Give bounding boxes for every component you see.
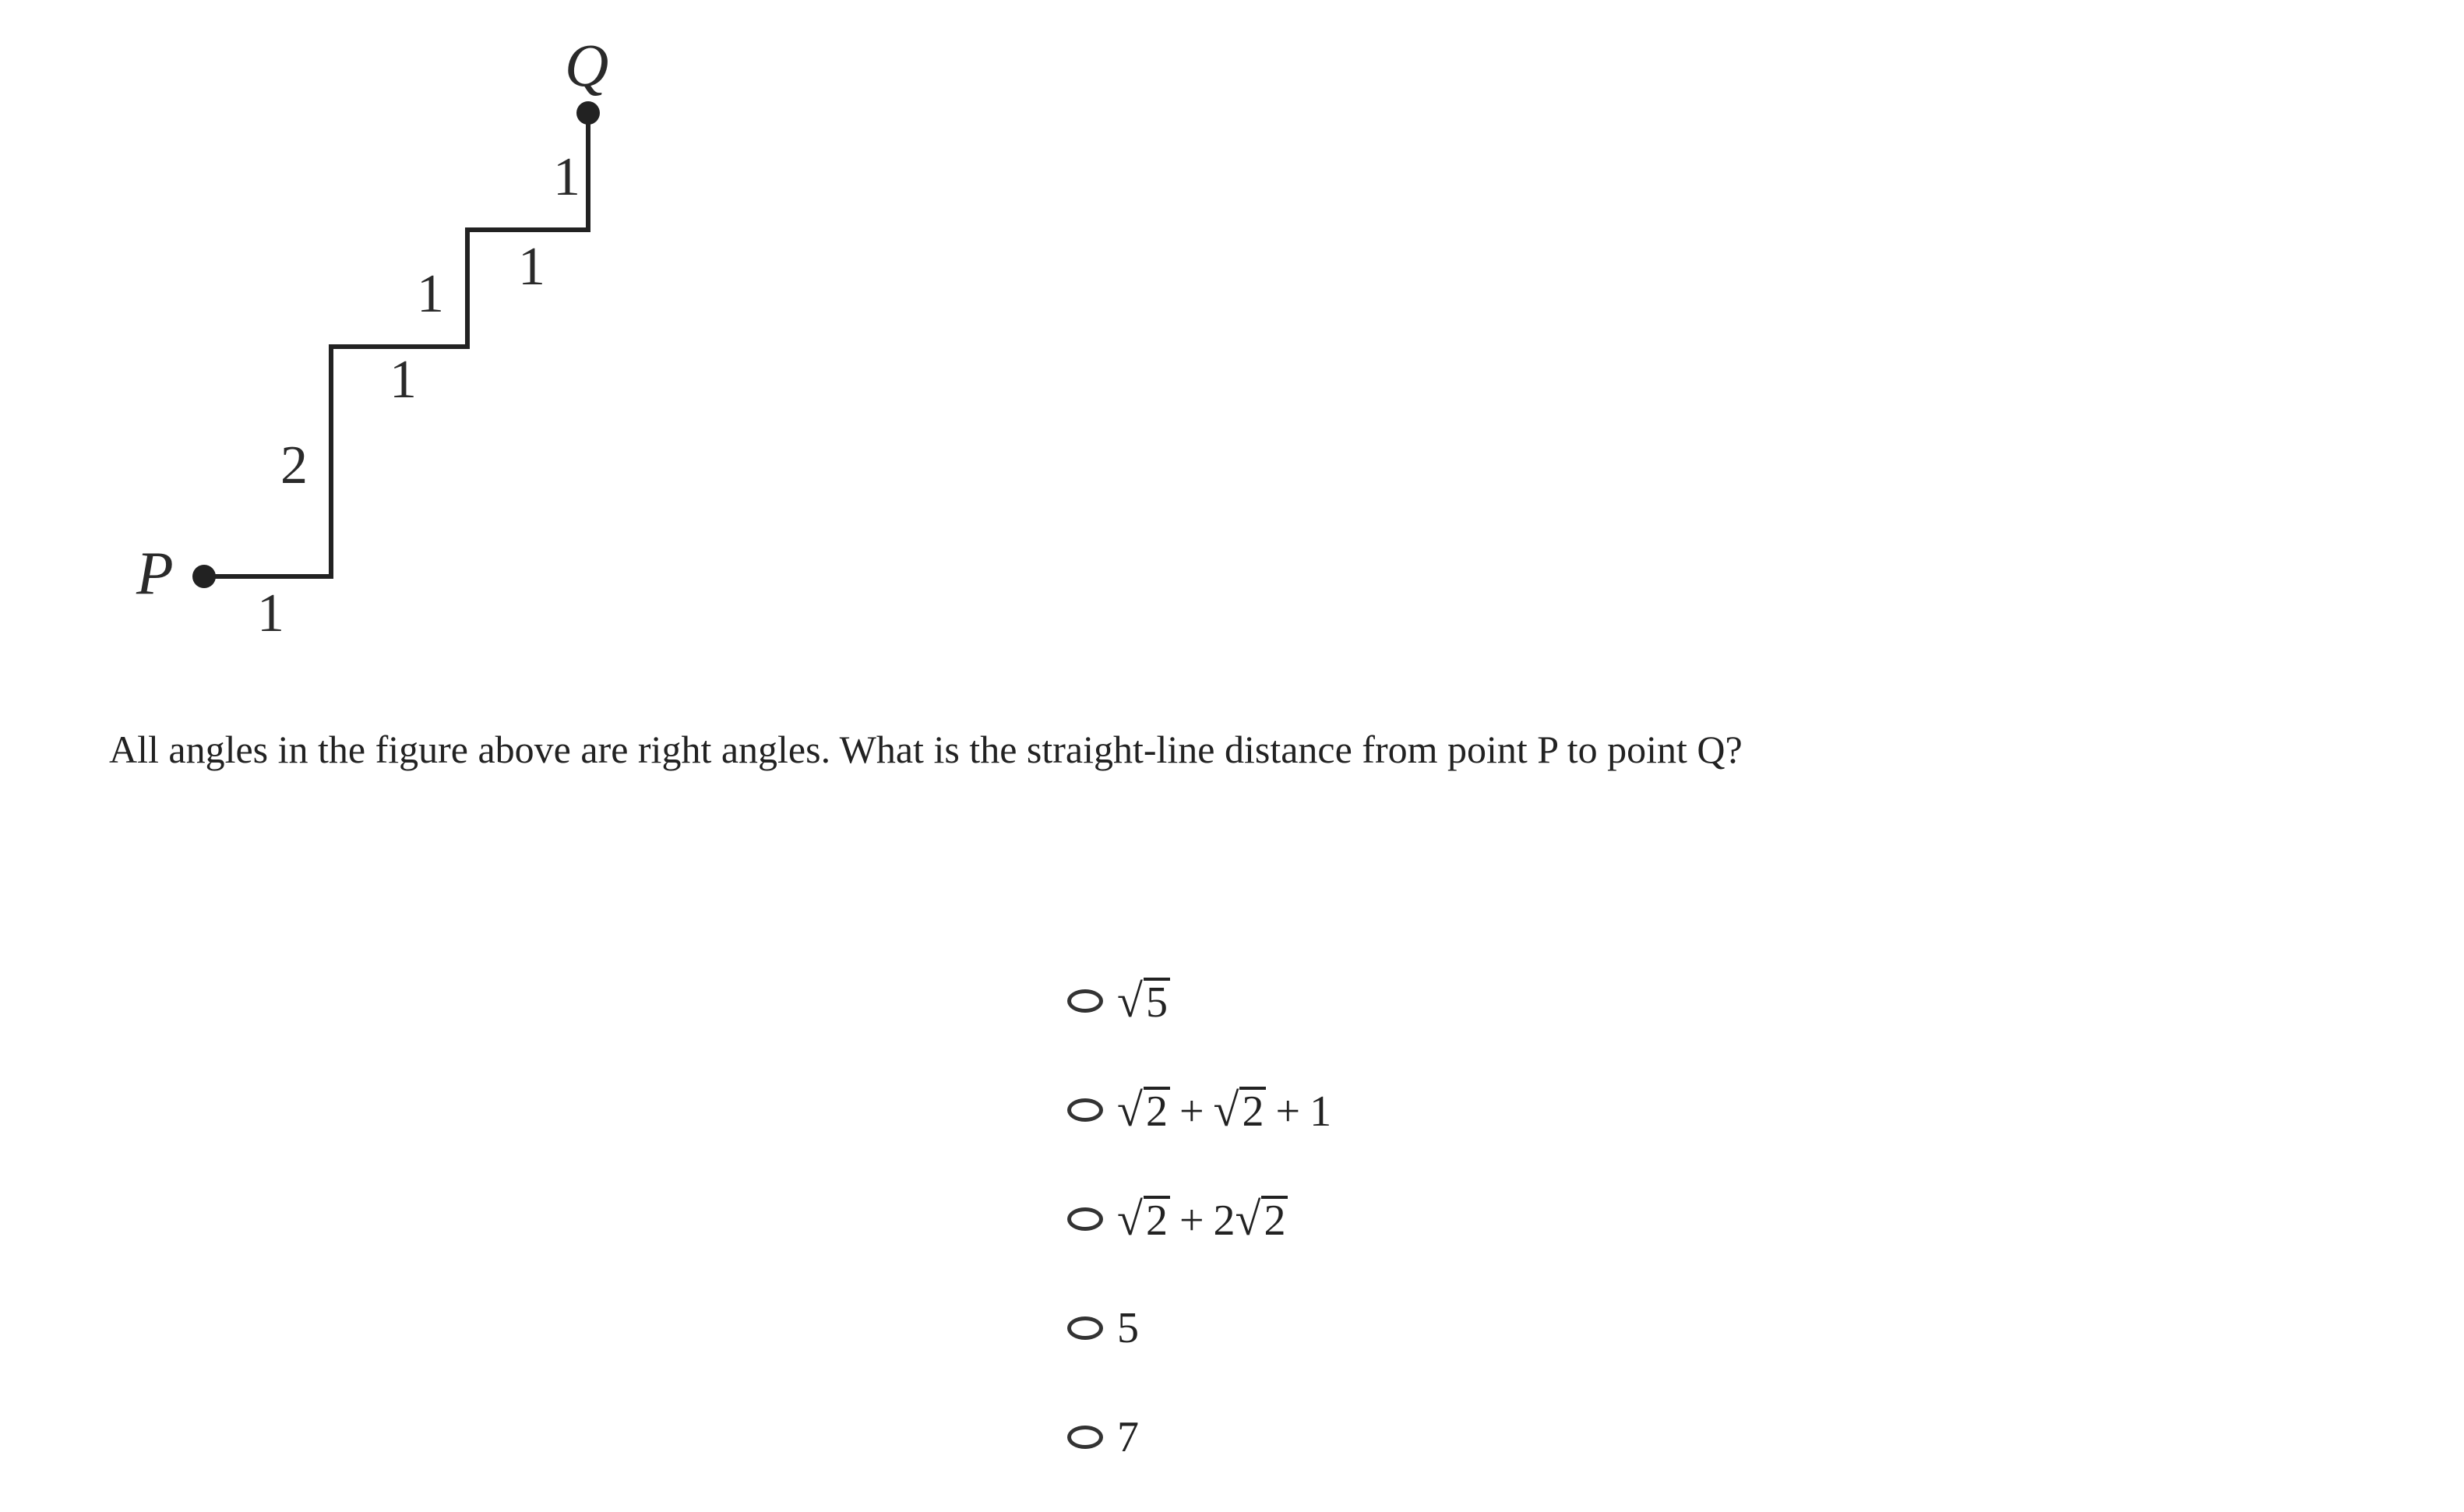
radical-sign: √ [1213, 1084, 1239, 1136]
staircase-figure [0, 0, 701, 670]
constant-term: 1 [1310, 1087, 1332, 1136]
radical-sqrt-2-first [1117, 1193, 1170, 1246]
point-q-dot [576, 101, 600, 125]
radio-button-e[interactable] [1067, 1426, 1103, 1449]
radical-sign: √ [1117, 975, 1143, 1027]
label-third-vertical: 1 [553, 147, 580, 207]
choice-c-label [1117, 1193, 1288, 1246]
choice-a-label [1117, 975, 1170, 1028]
radicand: 2 [1144, 1087, 1170, 1133]
choice-e[interactable] [1067, 1406, 1139, 1468]
radicand: 2 [1261, 1196, 1288, 1242]
radical-sign: √ [1235, 1193, 1261, 1245]
point-q-label: Q [565, 31, 609, 99]
radicand: 2 [1144, 1196, 1170, 1242]
point-p-dot [192, 565, 216, 588]
radio-button-b[interactable] [1067, 1098, 1103, 1122]
radical-sqrt-2-second [1214, 1084, 1267, 1137]
radical-sqrt-2-second [1236, 1193, 1288, 1246]
radio-button-a[interactable] [1067, 989, 1103, 1013]
choice-b-label [1117, 1084, 1331, 1137]
plus-operator: + [1179, 1087, 1204, 1136]
radical-sqrt-5 [1117, 975, 1170, 1028]
plus-operator: + [1275, 1087, 1301, 1136]
coefficient: 2 [1213, 1196, 1236, 1245]
choice-e-label: 7 [1117, 1413, 1139, 1461]
radicand: 2 [1239, 1087, 1266, 1133]
choice-a[interactable] [1067, 970, 1170, 1032]
radical-sign: √ [1117, 1084, 1143, 1136]
radical-sqrt-2-first [1117, 1084, 1170, 1137]
radical-sign: √ [1117, 1193, 1143, 1245]
label-second-vertical: 1 [417, 264, 444, 324]
label-first-vertical: 2 [280, 435, 308, 495]
question-text: All angles in the figure above are right angles. What is the straight-line distance from point P to point Q? [109, 728, 1743, 771]
point-p-label: P [136, 539, 174, 607]
staircase-path [204, 113, 588, 576]
label-second-horizontal: 1 [390, 350, 417, 410]
choice-d-label: 5 [1117, 1304, 1139, 1352]
choice-d[interactable] [1067, 1297, 1139, 1359]
radio-button-c[interactable] [1067, 1207, 1103, 1231]
label-third-horizontal: 1 [518, 237, 545, 297]
plus-operator: + [1179, 1196, 1204, 1245]
radicand: 5 [1144, 978, 1170, 1024]
choice-b[interactable] [1067, 1079, 1331, 1141]
radio-button-d[interactable] [1067, 1316, 1103, 1340]
label-bottom-horizontal: 1 [257, 583, 284, 643]
choice-c[interactable] [1067, 1188, 1288, 1250]
